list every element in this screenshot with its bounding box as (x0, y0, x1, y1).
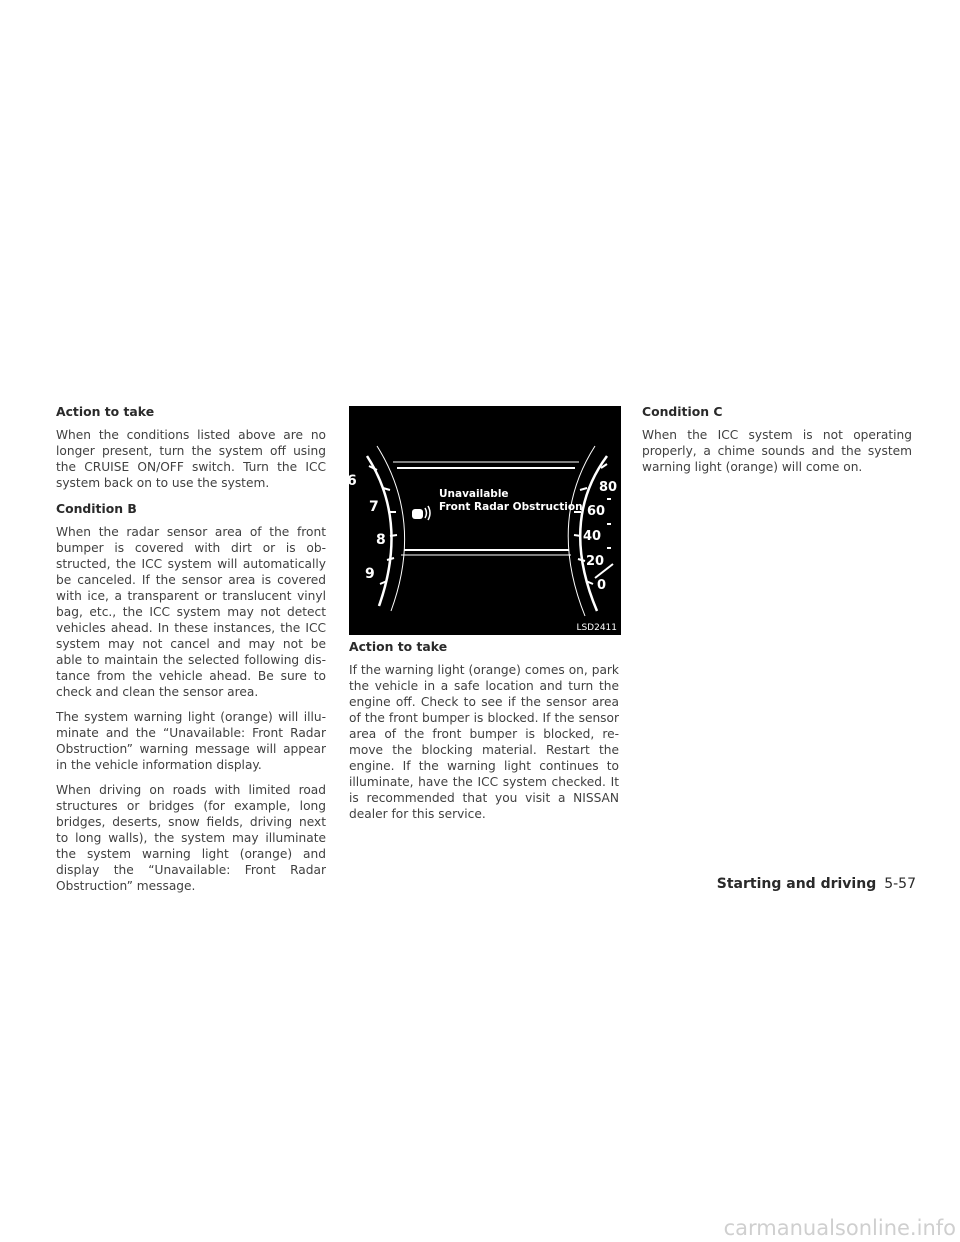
right-gauge-label: 20 (586, 554, 605, 569)
heading-condition-c: Condition C (642, 404, 723, 419)
radar-warning-icon (412, 506, 430, 520)
paragraph: The system warning light (orange) will illu- minate and the “Unavailable: Front Radar Obstruction” warning message will appear in the vehicle information display. (56, 710, 326, 772)
left-gauge-label: 6 (347, 473, 357, 489)
right-gauge-label: 0 (597, 578, 607, 593)
right-gauge-label: 40 (583, 529, 602, 544)
paragraph: If the warning light (orange) comes on, park the vehicle in a safe location and turn the engine off. Check to see if the sensor area of the front bumper is blocked. If the sensor area of the front bumper is blocked, re- move the blocking material. Restart the engine. If the warning light continues to illuminate, have the ICC system checked. It is recommended that you visit a NISSAN dealer for this service. (349, 663, 619, 821)
figure-code: LSD2411 (576, 623, 617, 633)
paragraph: When driving on roads with limited road structures or bridges (for example, long bridges, deserts, snow fields, driving next to long walls), the system may illuminate the system warning light (orange) and display the “Unavailable: Front Radar Obstruction” message. (56, 783, 326, 893)
display-message-line1: Unavailable (439, 488, 509, 500)
column-left (56, 403, 326, 903)
paragraph: When the radar sensor area of the front bumper is covered with dirt or is ob- structed, the ICC system will automatically be canceled. If the sensor area is covered with ice, a transparent or translucent vinyl bag, etc., the ICC system may not detect vehicles ahead. In these instances, the ICC system may not cancel and may not be able to maintain the selected following dis- tance from the vehicle ahead. Be sure to check and clean the sensor area. (56, 525, 326, 699)
left-gauge-label: 8 (376, 532, 386, 548)
page-number: 5-57 (884, 876, 916, 892)
section-title: Starting and driving (716, 876, 877, 892)
heading-condition-b: Condition B (56, 501, 137, 516)
paragraph: When the conditions listed above are no longer present, turn the system off using the CRUISE ON/OFF switch. Turn the ICC system back on to use the system. (56, 428, 326, 490)
column-middle (349, 403, 619, 831)
right-gauge-label: 60 (587, 504, 606, 519)
left-gauge-arc (367, 456, 392, 606)
instrument-cluster-figure (349, 406, 621, 635)
heading-action-to-take: Action to take (349, 639, 448, 654)
left-gauge-label: 7 (369, 499, 379, 515)
right-gauge-label: 80 (599, 480, 618, 495)
display-message-line2: Front Radar Obstruction (439, 501, 583, 513)
left-gauge-label: 9 (365, 566, 375, 582)
cluster-illustration (349, 406, 621, 635)
watermark: carmanualsonline.info (723, 1216, 956, 1240)
column-right (642, 403, 912, 484)
heading-action-to-take: Action to take (56, 404, 155, 419)
paragraph: When the ICC system is not operating properly, a chime sounds and the system warning light (orange) will come on. (642, 428, 912, 474)
page-footer (717, 876, 916, 892)
